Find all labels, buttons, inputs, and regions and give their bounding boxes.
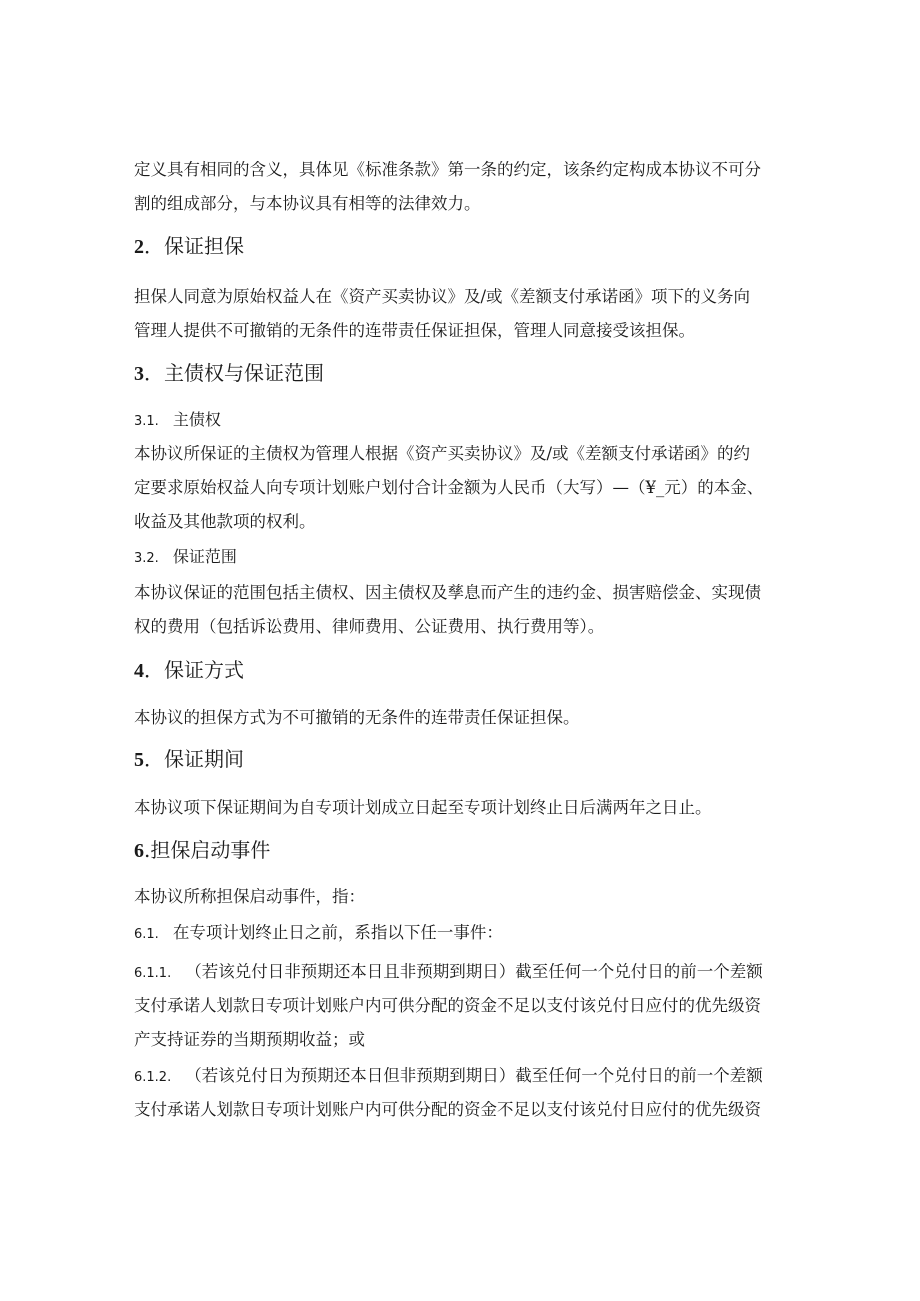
subsection-3-2-paragraph — [134, 576, 786, 644]
section-4-heading — [134, 655, 244, 686]
paragraph-line: 本协议项下保证期间为自专项计划成立日起至专项计划终止日后满两年之日止。 — [134, 798, 712, 817]
subsection-number: 3.2. — [134, 551, 159, 566]
paragraph-line: 本协议的担保方式为不可撤销的无条件的连带责任保证担保。 — [134, 708, 580, 727]
section-title: ．保证担保 — [144, 234, 244, 258]
section-4-paragraph — [134, 701, 786, 735]
subsection-3-1-heading — [134, 405, 221, 437]
item-6-1-1 — [134, 955, 786, 1057]
section-number: 3 — [134, 363, 144, 385]
item-text: （若该兑付日非预期还本日且非预期到期日）截至任何一个兑付日的前一个差额 — [185, 962, 763, 981]
paragraph-line: 产支持证券的当期预期收益；或 — [134, 1030, 365, 1049]
section-title: .担保启动事件 — [144, 838, 271, 862]
section-number: 2 — [134, 236, 144, 258]
paragraph-line: 本协议所称担保启动事件，指： — [134, 887, 365, 906]
paragraph-line: 担保人同意为原始权益人在《资产买卖协议》及/或《差额支付承诺函》项下的义务向 — [134, 287, 751, 306]
paragraph-line: 支付承诺人划款日专项计划账户内可供分配的资金不足以支付该兑付日应付的优先级资 — [134, 1100, 761, 1119]
section-5-heading — [134, 744, 244, 775]
paragraph-line: 定义具有相同的含义，具体见《标准条款》第一条的约定，该条约定构成本协议不可分 — [134, 160, 761, 179]
section-title: ．保证方式 — [144, 658, 244, 682]
section-2-heading — [134, 231, 244, 262]
paragraph-line: 支付承诺人划款日专项计划账户内可供分配的资金不足以支付该兑付日应付的优先级资 — [134, 996, 761, 1015]
subsection-3-1-paragraph — [134, 437, 786, 539]
paragraph-line: 管理人提供不可撤销的无条件的连带责任保证担保，管理人同意接受该担保。 — [134, 321, 695, 340]
item-number: 6.1. — [134, 927, 159, 942]
paragraph-line: 收益及其他款项的权利。 — [134, 512, 316, 531]
section-6-intro — [134, 880, 786, 914]
paragraph-line — [134, 1059, 786, 1093]
paragraph-line: 定要求原始权益人向专项计划账户划付合计金额为人民币（大写）—（¥_元）的本金、 — [134, 478, 764, 497]
section-3-heading — [134, 358, 324, 389]
paragraph-line: 割的组成部分，与本协议具有相等的法律效力。 — [134, 194, 481, 213]
section-2-paragraph — [134, 280, 786, 348]
paragraph-line — [134, 916, 786, 950]
section-title: ．主债权与保证范围 — [144, 361, 324, 385]
paragraph-line: 本协议所保证的主债权为管理人根据《资产买卖协议》及/或《差额支付承诺函》的约 — [134, 444, 751, 463]
item-6-1 — [134, 916, 786, 950]
section-number: 4 — [134, 660, 144, 682]
subsection-title: 保证范围 — [172, 547, 237, 566]
subsection-number: 3.1. — [134, 414, 159, 429]
item-number: 6.1.2. — [134, 1070, 172, 1085]
section-title: ．保证期间 — [144, 747, 244, 771]
section-6-heading — [134, 835, 270, 866]
section-5-paragraph — [134, 791, 786, 825]
subsection-title: 主债权 — [172, 410, 221, 429]
section-number: 6 — [134, 840, 144, 862]
subsection-3-2-heading — [134, 542, 237, 574]
paragraph-line: 本协议保证的范围包括主债权、因主债权及孳息而产生的违约金、损害赔偿金、实现债 — [134, 583, 761, 602]
paragraph-line: 权的费用（包括诉讼费用、律师费用、公证费用、执行费用等）。 — [134, 617, 605, 636]
intro-paragraph — [134, 153, 786, 221]
paragraph-line — [134, 955, 786, 989]
item-text: （若该兑付日为预期还本日但非预期到期日）截至任何一个兑付日的前一个差额 — [185, 1066, 763, 1085]
section-number: 5 — [134, 749, 144, 771]
item-number: 6.1.1. — [134, 966, 172, 981]
item-6-1-2 — [134, 1059, 786, 1127]
item-text: 在专项计划终止日之前，系指以下任一事件： — [172, 923, 503, 942]
